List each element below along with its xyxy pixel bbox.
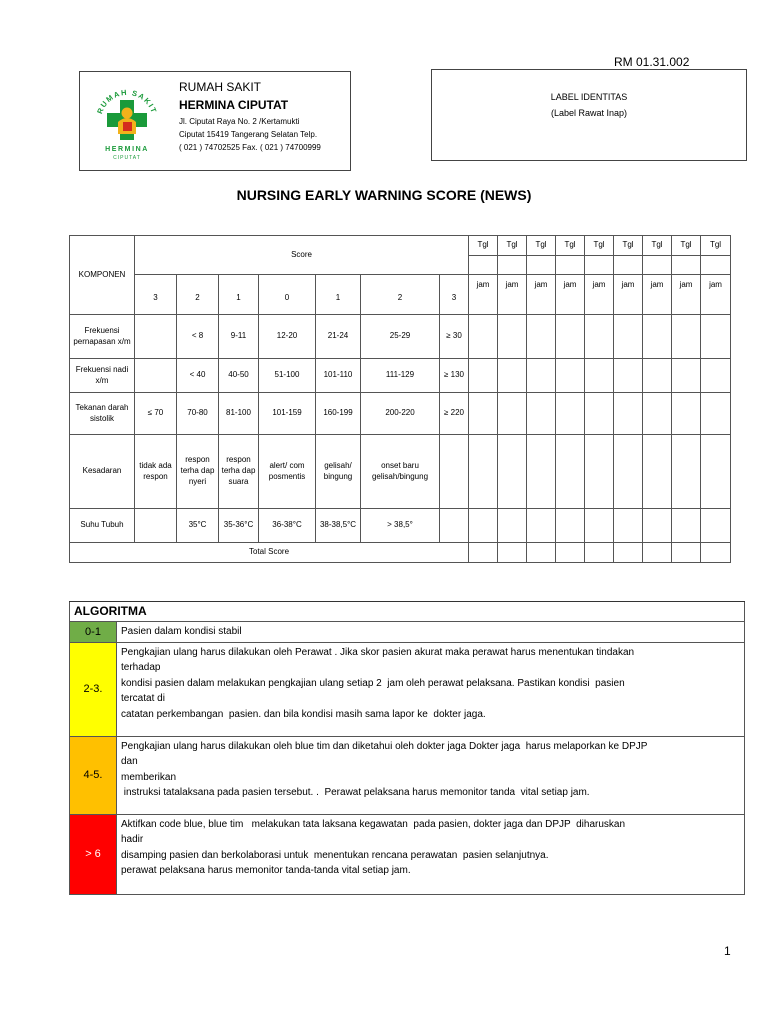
- score-criteria-cell: 35-36°C: [219, 509, 259, 543]
- observation-entry-cell[interactable]: [469, 435, 498, 509]
- score-criteria-cell: 12-20: [259, 315, 316, 359]
- score-level-header: 3: [440, 275, 469, 315]
- score-criteria-cell: < 8: [177, 315, 219, 359]
- section-divider: [69, 601, 745, 602]
- parameter-label: Frekuensi nadi x/m: [70, 359, 135, 393]
- algorithm-row: [69, 815, 745, 895]
- time-header: jam: [643, 275, 672, 315]
- observation-entry-cell[interactable]: [672, 315, 701, 359]
- algorithm-instruction: [117, 737, 744, 814]
- score-criteria-cell: 70-80: [177, 393, 219, 435]
- observation-entry-cell[interactable]: [614, 393, 643, 435]
- score-criteria-cell: 200-220: [361, 393, 440, 435]
- algorithm-instruction-line: hadir: [121, 834, 144, 845]
- score-criteria-cell: tidak ada respon: [135, 435, 177, 509]
- logo-sub-text: CIPUTAT: [113, 155, 141, 161]
- date-value-cell: [498, 256, 527, 275]
- total-score-entry-cell[interactable]: [701, 543, 731, 563]
- label-box-subtitle: (Label Rawat Inap): [550, 108, 628, 118]
- observation-entry-cell[interactable]: [585, 359, 614, 393]
- observation-entry-cell[interactable]: [701, 435, 731, 509]
- observation-entry-cell[interactable]: [585, 509, 614, 543]
- observation-entry-cell[interactable]: [643, 359, 672, 393]
- algorithm-instruction-line: disamping pasien dan berkolaborasi untuk menentukan rencana perawatan pasien selanjutnya.: [121, 849, 549, 861]
- score-criteria-cell: [440, 509, 469, 543]
- observation-entry-cell[interactable]: [585, 315, 614, 359]
- score-criteria-cell: 21-24: [316, 315, 361, 359]
- score-criteria-cell: < 40: [177, 359, 219, 393]
- score-criteria-cell: 36-38°C: [259, 509, 316, 543]
- observation-entry-cell[interactable]: [643, 435, 672, 509]
- algorithm-instruction: [117, 622, 744, 642]
- observation-entry-cell[interactable]: [469, 509, 498, 543]
- algorithm-instruction-line: instruksi tatalaksana pada pasien tersebut. . Perawat pelaksana harus memonitor tanda vital setiap jam.: [121, 787, 590, 798]
- hospital-address-line: Ciputat 15419 Tangerang Selatan Telp.: [179, 130, 318, 139]
- score-criteria-cell: onset baru gelisah/bingung: [361, 435, 440, 509]
- total-score-entry-cell[interactable]: [469, 543, 498, 563]
- observation-entry-cell[interactable]: [585, 435, 614, 509]
- observation-entry-cell[interactable]: [498, 393, 527, 435]
- score-criteria-cell: 35°C: [177, 509, 219, 543]
- algorithm-instruction-line: Pengkajian ulang harus dilakukan oleh blue tim dan diketahui oleh dokter jaga Dokter jaga harus melaporkan ke DPJP: [121, 740, 648, 752]
- score-criteria-cell: ≥ 130: [440, 359, 469, 393]
- total-score-entry-cell[interactable]: [585, 543, 614, 563]
- score-criteria-cell: [135, 315, 177, 359]
- observation-entry-cell[interactable]: [614, 509, 643, 543]
- observation-entry-cell[interactable]: [585, 393, 614, 435]
- total-score-entry-cell[interactable]: [614, 543, 643, 563]
- total-score-label: Total Score: [70, 543, 469, 563]
- score-criteria-cell: 101-110: [316, 359, 361, 393]
- total-score-entry-cell[interactable]: [556, 543, 585, 563]
- total-score-entry-cell[interactable]: [527, 543, 556, 563]
- algorithm-instruction-line: Pasien dalam kondisi stabil: [121, 626, 242, 637]
- algorithm-instruction-line: tercatat di: [121, 693, 165, 704]
- score-level-header: 2: [361, 275, 440, 315]
- observation-entry-cell[interactable]: [643, 315, 672, 359]
- date-header: Tgl: [643, 236, 672, 256]
- algorithm-instruction-line: kondisi pasien dalam melakukan pengkajian ulang setiap 2 jam oleh perawat pelaksana. Pastikan kondisi pasien: [121, 677, 625, 689]
- observation-entry-cell[interactable]: [498, 315, 527, 359]
- logo-arc-text: RUMAH SAKIT: [95, 87, 159, 116]
- algorithm-instruction-line: memberikan: [121, 771, 177, 783]
- form-code: RM 01.31.002: [614, 55, 690, 69]
- score-level-header: 2: [177, 275, 219, 315]
- algorithm-heading: ALGORITMA: [69, 602, 745, 621]
- score-criteria-cell: 111-129: [361, 359, 440, 393]
- observation-entry-cell[interactable]: [527, 315, 556, 359]
- observation-entry-cell[interactable]: [672, 435, 701, 509]
- time-header: jam: [701, 275, 731, 315]
- observation-entry-cell[interactable]: [672, 509, 701, 543]
- date-header: Tgl: [701, 236, 731, 256]
- date-value-cell: [556, 256, 585, 275]
- score-criteria-cell: > 38,5°: [361, 509, 440, 543]
- news-score-table: [69, 235, 731, 563]
- time-header: jam: [527, 275, 556, 315]
- score-criteria-cell: [135, 509, 177, 543]
- algorithm-instruction: [117, 643, 744, 736]
- hospital-logo: [92, 78, 162, 162]
- komponen-header: KOMPONEN: [70, 236, 135, 315]
- observation-entry-cell[interactable]: [527, 509, 556, 543]
- algorithm-instruction-line: perawat pelaksana harus memonitor tanda-tanda vital setiap jam.: [121, 865, 411, 876]
- score-criteria-cell: alert/ com posmentis: [259, 435, 316, 509]
- score-criteria-cell: 25-29: [361, 315, 440, 359]
- observation-entry-cell[interactable]: [701, 393, 731, 435]
- observation-entry-cell[interactable]: [701, 315, 731, 359]
- time-header: jam: [469, 275, 498, 315]
- date-value-cell: [701, 256, 731, 275]
- observation-entry-cell[interactable]: [643, 509, 672, 543]
- parameter-label: Kesadaran: [70, 435, 135, 509]
- algorithm-instruction-line: terhadap: [121, 662, 161, 673]
- observation-entry-cell[interactable]: [614, 315, 643, 359]
- observation-entry-cell[interactable]: [469, 393, 498, 435]
- date-header: Tgl: [527, 236, 556, 256]
- date-value-cell: [469, 256, 498, 275]
- observation-entry-cell[interactable]: [527, 393, 556, 435]
- parameter-label: Frekuensi pernapasan x/m: [70, 315, 135, 359]
- algorithm-instruction: [117, 815, 744, 894]
- time-header: jam: [498, 275, 527, 315]
- date-value-cell: [527, 256, 556, 275]
- date-header: Tgl: [556, 236, 585, 256]
- patient-label-box: [431, 69, 747, 161]
- algorithm-row: [69, 621, 745, 643]
- score-level-header: 3: [135, 275, 177, 315]
- page-title: NURSING EARLY WARNING SCORE (NEWS): [236, 187, 532, 203]
- hospital-name-line2: HERMINA CIPUTAT: [179, 98, 289, 112]
- observation-entry-cell[interactable]: [672, 359, 701, 393]
- score-criteria-cell: ≤ 70: [135, 393, 177, 435]
- total-score-entry-cell[interactable]: [672, 543, 701, 563]
- date-value-cell: [614, 256, 643, 275]
- observation-entry-cell[interactable]: [527, 435, 556, 509]
- observation-entry-cell[interactable]: [614, 359, 643, 393]
- algorithm-row: [69, 643, 745, 737]
- score-criteria-cell: gelisah/ bingung: [316, 435, 361, 509]
- score-criteria-cell: 51-100: [259, 359, 316, 393]
- score-level-header: 1: [219, 275, 259, 315]
- score-criteria-cell: 101-159: [259, 393, 316, 435]
- total-score-entry-cell[interactable]: [643, 543, 672, 563]
- score-criteria-cell: [135, 359, 177, 393]
- score-criteria-cell: ≥ 30: [440, 315, 469, 359]
- date-value-cell: [643, 256, 672, 275]
- observation-entry-cell[interactable]: [556, 509, 585, 543]
- date-value-cell: [585, 256, 614, 275]
- algorithm-instruction-line: Aktifkan code blue, blue tim melakukan tata laksana kegawatan pada pasien, dokter jaga dan DPJP diharuskan: [121, 818, 626, 830]
- algorithm-score-range: 4-5.: [70, 737, 117, 814]
- date-value-cell: [672, 256, 701, 275]
- algorithm-score-range: > 6: [70, 815, 117, 894]
- time-header: jam: [556, 275, 585, 315]
- time-header: jam: [614, 275, 643, 315]
- observation-entry-cell[interactable]: [498, 509, 527, 543]
- date-header: Tgl: [498, 236, 527, 256]
- score-criteria-cell: ≥ 220: [440, 393, 469, 435]
- score-criteria-cell: 160-199: [316, 393, 361, 435]
- observation-entry-cell[interactable]: [469, 315, 498, 359]
- observation-entry-cell[interactable]: [469, 359, 498, 393]
- observation-entry-cell[interactable]: [614, 435, 643, 509]
- algorithm-score-range: 0-1: [70, 622, 117, 642]
- observation-entry-cell[interactable]: [701, 359, 731, 393]
- score-criteria-cell: 40-50: [219, 359, 259, 393]
- score-level-header: 0: [259, 275, 316, 315]
- time-header: jam: [672, 275, 701, 315]
- observation-entry-cell[interactable]: [556, 359, 585, 393]
- observation-entry-cell[interactable]: [498, 435, 527, 509]
- observation-entry-cell[interactable]: [672, 393, 701, 435]
- page-number: 1: [724, 944, 731, 958]
- date-header: Tgl: [672, 236, 701, 256]
- algorithm-row: [69, 737, 745, 815]
- score-criteria-cell: 38-38,5°C: [316, 509, 361, 543]
- date-header: Tgl: [614, 236, 643, 256]
- total-score-entry-cell[interactable]: [498, 543, 527, 563]
- label-box-title: LABEL IDENTITAS: [550, 92, 628, 102]
- score-header: Score: [135, 236, 469, 275]
- hospital-phone-line: ( 021 ) 74702525 Fax. ( 021 ) 74700999: [179, 143, 321, 152]
- hospital-address-line: Jl. Ciputat Raya No. 2 /Kertamukti: [179, 117, 300, 126]
- score-criteria-cell: 81-100: [219, 393, 259, 435]
- logo-brand-text: HERMINA: [105, 146, 149, 153]
- hospital-name-line1: RUMAH SAKIT: [179, 80, 262, 94]
- parameter-label: Suhu Tubuh: [70, 509, 135, 543]
- parameter-label: Tekanan darah sistolik: [70, 393, 135, 435]
- score-criteria-cell: respon terha dap suara: [219, 435, 259, 509]
- observation-entry-cell[interactable]: [701, 509, 731, 543]
- observation-entry-cell[interactable]: [556, 393, 585, 435]
- score-level-header: 1: [316, 275, 361, 315]
- date-header: Tgl: [585, 236, 614, 256]
- score-criteria-cell: [440, 435, 469, 509]
- observation-entry-cell[interactable]: [527, 359, 556, 393]
- observation-entry-cell[interactable]: [643, 393, 672, 435]
- score-criteria-cell: respon terha dap nyeri: [177, 435, 219, 509]
- algorithm-instruction-line: Pengkajian ulang harus dilakukan oleh Perawat . Jika skor pasien akurat maka perawat harus menentukan tindakan: [121, 646, 635, 658]
- observation-entry-cell[interactable]: [498, 359, 527, 393]
- algorithm-instruction-line: dan: [121, 756, 138, 767]
- score-criteria-cell: 9-11: [219, 315, 259, 359]
- algorithm-score-range: 2-3.: [70, 643, 117, 736]
- observation-entry-cell[interactable]: [556, 435, 585, 509]
- algorithm-section: [69, 602, 745, 895]
- date-header: Tgl: [469, 236, 498, 256]
- algorithm-instruction-line: catatan perkembangan pasien. dan bila kondisi masih sama lapor ke dokter jaga.: [121, 708, 486, 720]
- time-header: jam: [585, 275, 614, 315]
- observation-entry-cell[interactable]: [556, 315, 585, 359]
